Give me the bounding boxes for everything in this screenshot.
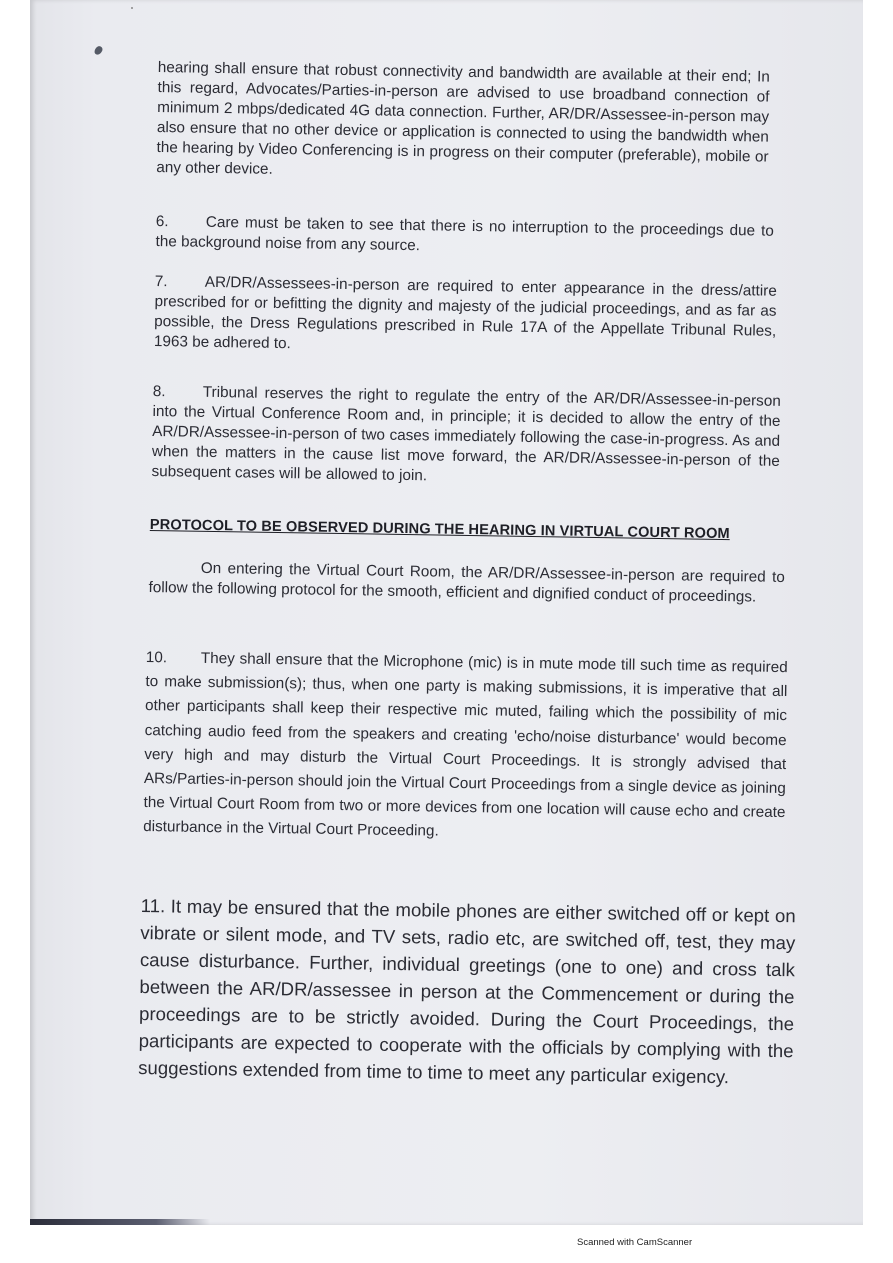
paragraph-number: 11. <box>140 894 166 917</box>
scan-dot <box>131 7 133 9</box>
paragraph-10 <box>143 646 788 850</box>
paragraph-number: 8. <box>152 382 166 401</box>
page-edge-shadow <box>30 1219 210 1225</box>
paragraph-7 <box>154 272 777 362</box>
paragraph-text: AR/DR/Assessees-in-person are required to enter appearance in the dress/attire prescribed for or befitting the dignity and majesty of the judicial proceedings, and as far as possible, the Dress Regulations prescribed in Rule 17A of the Appellate Tribunal Rules, 1963 be adhered to. <box>153 273 777 353</box>
paragraph-text: They shall ensure that the Microphone (mic) is in mute mode till such time as required to make submission(s); thus, when one party is making submissions, it is imperative that all other participants shall keep their respective mic muted, failing which the possibility of mic catching audio feed from the speakers and creating 'echo/noise disturbance' would become very high and may disturb the Virtual Court Proceedings. It is strongly advised that ARs/Parties-in-person should join the Virtual Court Proceedings from a single device as joining the Virtual Court Room from two or more devices from one location will cause echo and create disturbance in the Virtual Court Proceeding. <box>143 649 788 841</box>
continuation-paragraph: hearing shall ensure that robust connectivity and bandwidth are available at their end; In this regard, Advocates/Parties-in-person are advised to use broadband connection of minimum 2 mbps/dedicated 4G data connection. Further, AR/DR/Assessee-in-person may also ensure that no other device or application is connected to using the bandwidth when the hearing by Video Conferencing is in progress on their computer (preferable), mobile or any other device. <box>156 58 770 178</box>
section-heading: PROTOCOL TO BE OBSERVED DURING THE HEARING IN VIRTUAL COURT ROOM <box>149 517 730 543</box>
scanner-watermark: Scanned with CamScanner <box>577 1237 693 1248</box>
paragraph-text: It may be ensured that the mobile phones are either switched off or kept on vibrate or silent mode, and TV sets, radio etc, are switched off, test, they may cause disturbance. Further, individual greetings (one to one) and cross talk between the AR/DR/assessee in person at the Commencement or during the proceedings are to be strictly avoided. During the Court Proceedings, the participants are expected to cooperate with the officials by complying with the suggestions extended from time to time to meet any particular exigency. <box>138 895 796 1088</box>
paragraph-number: 6. <box>155 212 169 231</box>
paragraph-11 <box>138 892 796 1091</box>
intro-paragraph: On entering the Virtual Court Room, the AR/DR/Assessee-in-person are required to follow the following protocol for the smooth, efficient and dignified conduct of proceedings. <box>148 559 785 606</box>
paragraph-8 <box>151 382 780 492</box>
paragraph-text: Care must be taken to see that there is no interruption to the proceedings due to the background noise from any source. <box>155 213 774 255</box>
paragraph-number: 7. <box>154 272 168 291</box>
paragraph-number: 10. <box>145 648 168 667</box>
paragraph-text: Tribunal reserves the right to regulate the entry of the AR/DR/Assessee-in-person into the Virtual Conference Room and, in principle; it is decided to allow the entry of the AR/DR/Assessee-in-person of two cases immediately following the case-in-progress. As and when the matters in the cause list move forward, the AR/DR/Assessee-in-person of the subsequent cases will be allowed to join. <box>151 383 781 485</box>
